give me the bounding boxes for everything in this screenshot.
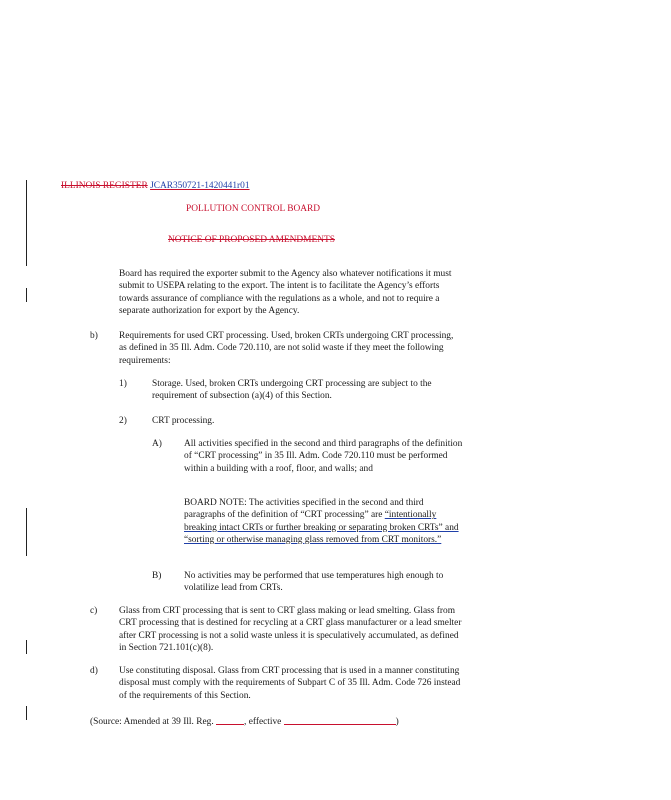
revision-bar bbox=[26, 640, 27, 654]
source-note bbox=[90, 715, 399, 728]
header-line bbox=[61, 180, 250, 192]
source-effective: , effective bbox=[244, 717, 282, 727]
board-title: POLLUTION CONTROL BOARD bbox=[186, 204, 321, 214]
jcar-code: JCAR350721-1420441r01 bbox=[150, 181, 250, 191]
source-close: ) bbox=[395, 717, 399, 727]
section-b-text: Requirements for used CRT processing. Used, broken CRTs undergoing CRT processing, as defined in 35 Ill. Adm. Code 720.110, are not solid waste if they meet the following requirements: bbox=[119, 331, 454, 366]
item-2a-text: All activities specified in the second and third paragraphs of the definition of “CRT processing” in 35 Ill. Adm. Code 720.110 must be performed within a building with a roof, floor, and walls; and bbox=[184, 439, 463, 474]
revision-bar bbox=[26, 706, 27, 720]
board-note-part-2: “intentionally breaking intact CRTs or further breaking or separating broken CRTs” and “sorting or otherwise managing glass removed from CRT monitors.” bbox=[184, 510, 459, 545]
source-prefix: (Source: Amended at 39 Ill. Reg. bbox=[90, 717, 214, 727]
item-1-label: 1) bbox=[119, 379, 127, 389]
section-c-label: c) bbox=[90, 606, 98, 616]
revision-bar bbox=[26, 180, 27, 266]
register-page-blank bbox=[216, 715, 244, 725]
section-d-label: d) bbox=[90, 666, 98, 676]
item-2a-label: A) bbox=[152, 439, 162, 449]
board-note-part-1: BOARD NOTE: The activities specified in the second and third paragraphs of the definition of “CRT processing” are bbox=[184, 498, 424, 521]
notice-title: NOTICE OF PROPOSED AMENDMENTS bbox=[168, 235, 335, 245]
section-b-label: b) bbox=[90, 331, 98, 341]
item-2b-text: No activities may be performed that use temperatures high enough to volatilize lead from CRTs. bbox=[184, 571, 444, 594]
item-2-label: 2) bbox=[119, 416, 127, 426]
item-2-text: CRT processing. bbox=[152, 416, 215, 426]
intro-paragraph: Board has required the exporter submit to the Agency also whatever notifications it must submit to USEPA relating to the export. The intent is to facilitate the Agency’s efforts towards assurance of compliance with the regulations as a whole, and not to require a separate authorization for export by the Agency. bbox=[119, 269, 452, 316]
item-1-text: Storage. Used, broken CRTs undergoing CRT processing are subject to the requirement of subsection (a)(4) of this Section. bbox=[152, 379, 432, 402]
deleted-register-text: ILLINOIS REGISTER bbox=[61, 181, 148, 191]
section-d-text: Use constituting disposal. Glass from CRT processing that is used in a manner constituting disposal must comply with the requirements of Subpart C of 35 Ill. Adm. Code 726 instead of the requirements of this Section. bbox=[119, 666, 461, 701]
board-note bbox=[184, 497, 464, 546]
revision-bar bbox=[26, 508, 27, 556]
effective-date-blank bbox=[284, 715, 396, 725]
section-c-text: Glass from CRT processing that is sent to CRT glass making or lead smelting. Glass from CRT processing that is destined for recycling at a CRT glass manufacturer or a lead smelter after CRT processing is not a solid waste unless it is speculatively accumulated, as defined in Section 721.101(c)(8). bbox=[119, 606, 462, 653]
item-2b-label: B) bbox=[152, 571, 162, 581]
revision-bar bbox=[26, 288, 27, 302]
